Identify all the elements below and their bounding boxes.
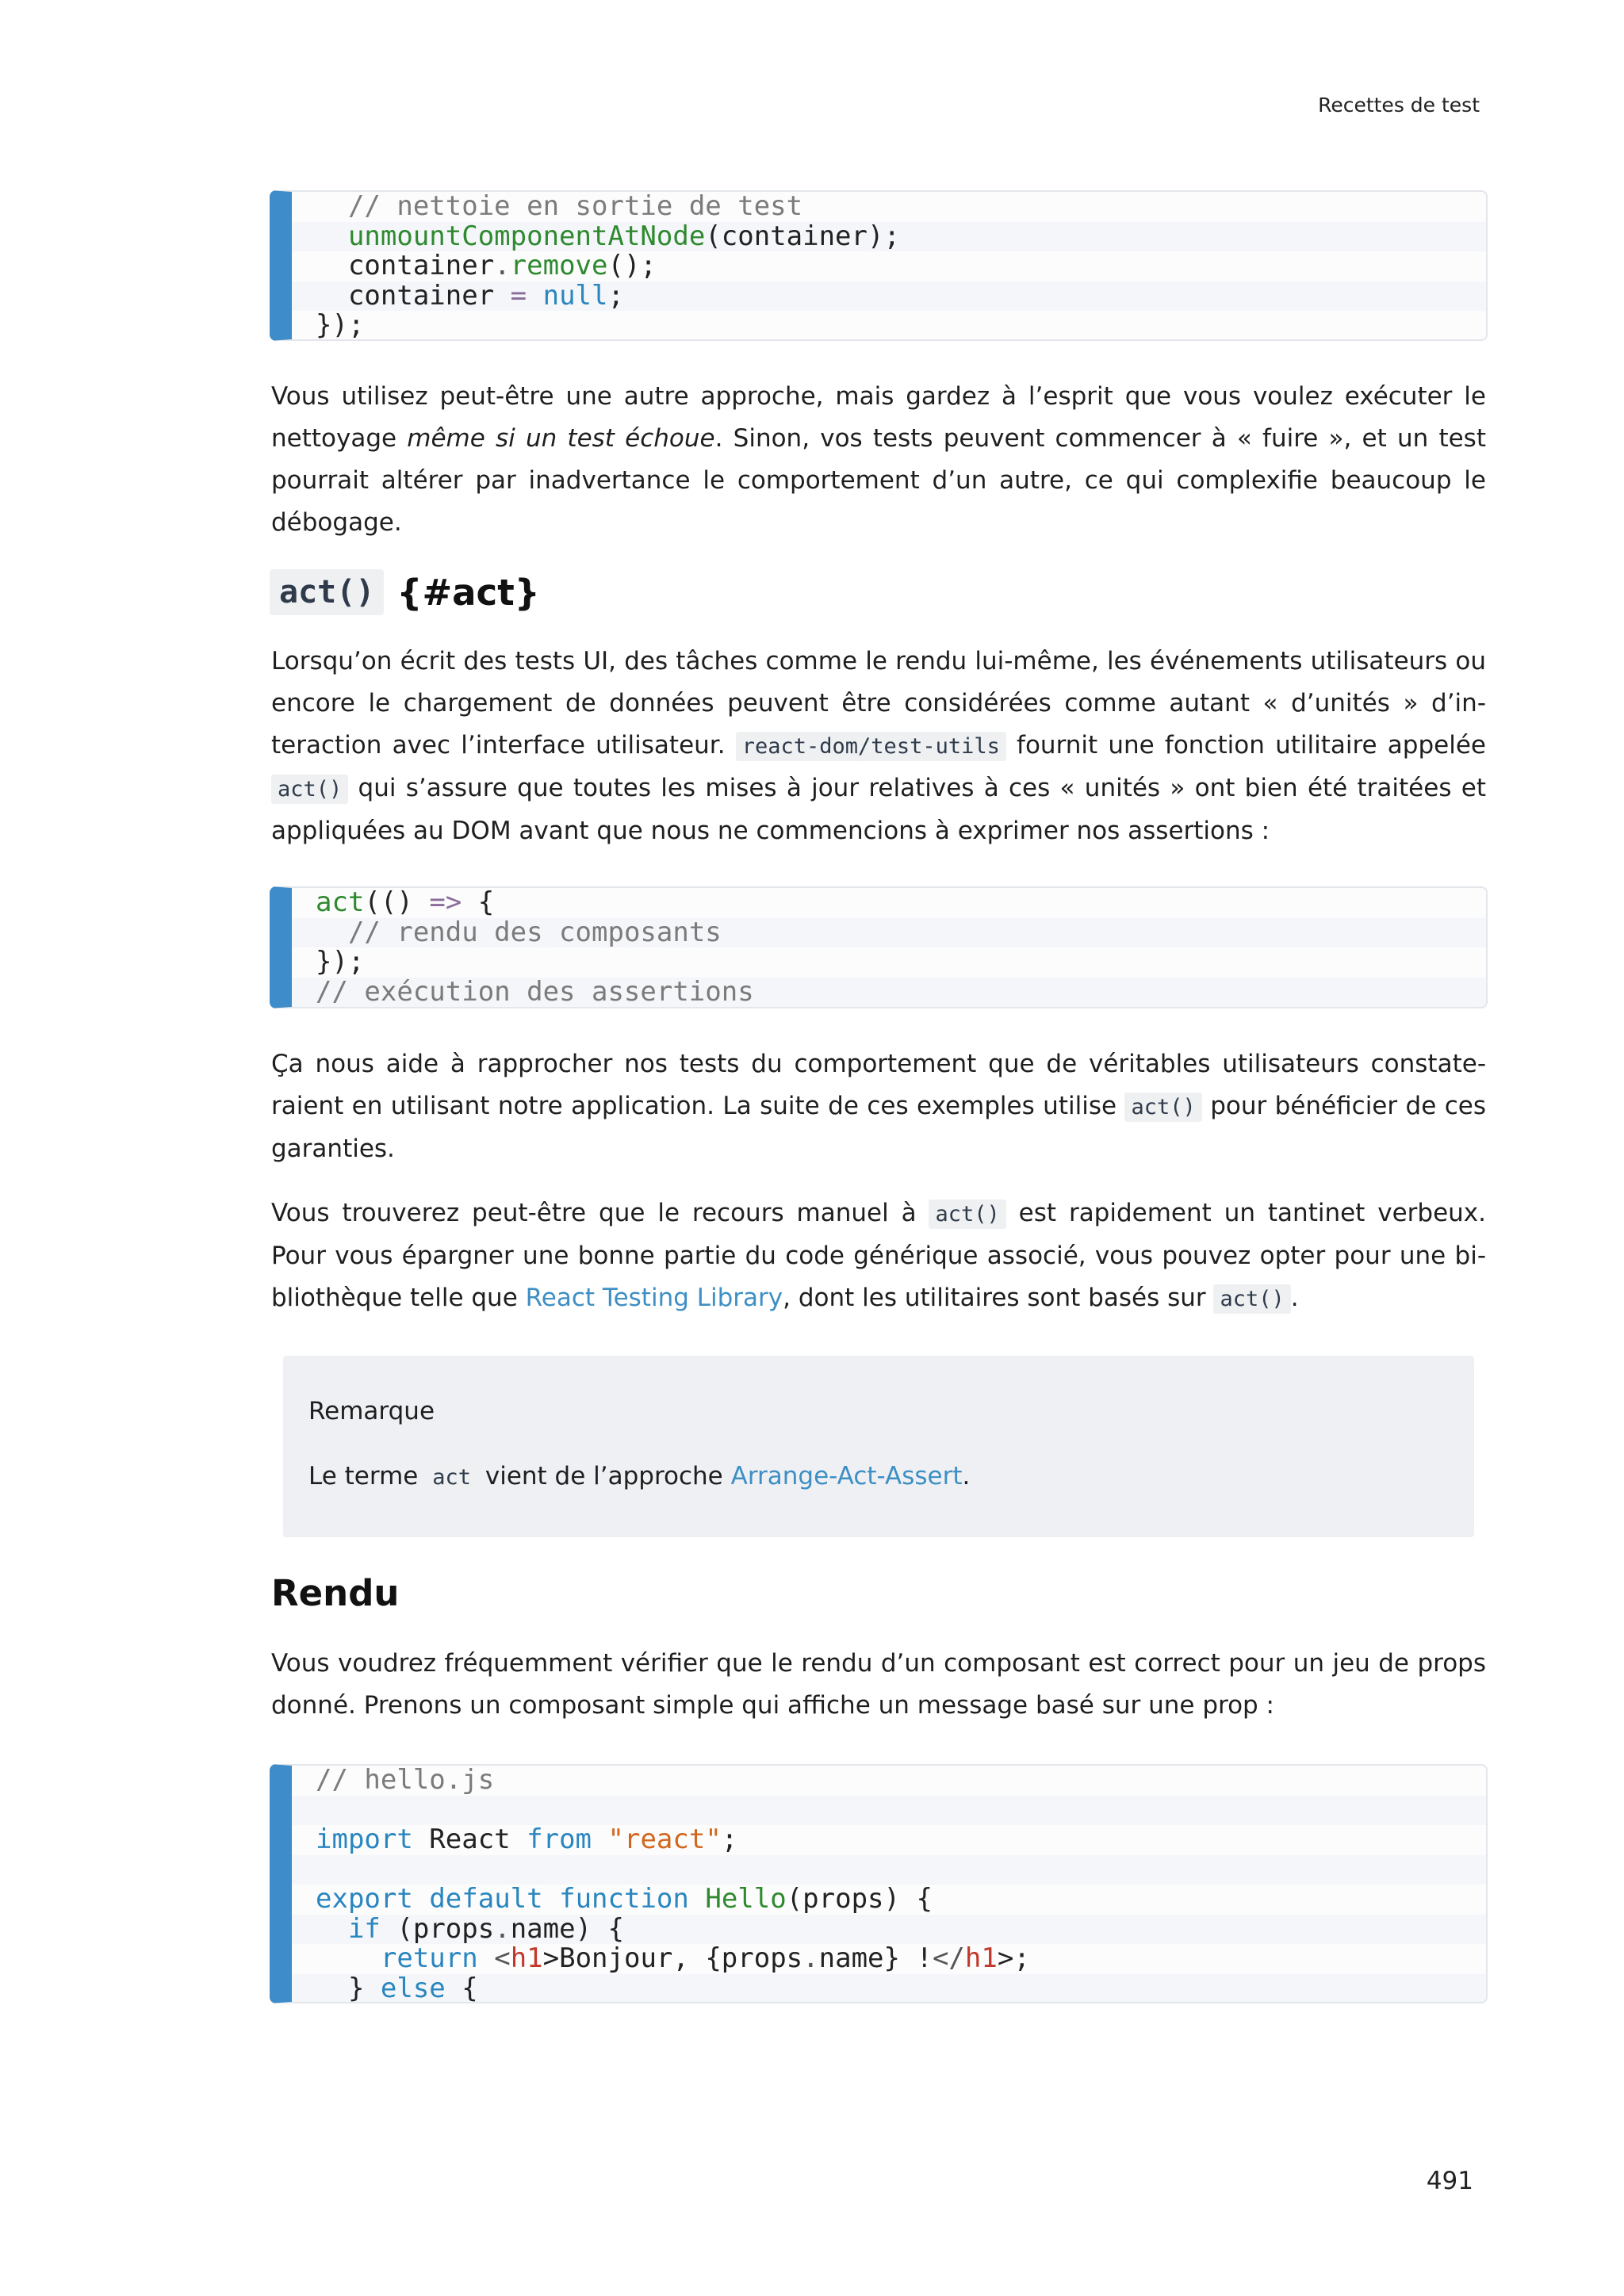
code-line: if (props.name) { [292,1915,1486,1945]
section-heading-rendu: Rendu [271,1572,400,1614]
inline-code: react-dom/test-utils [736,732,1006,761]
note-body: Le terme act vient de l’approche Arrange-Act-Assert. [308,1462,971,1490]
note-box [283,1356,1474,1537]
inline-code: act() [271,775,348,804]
code-line: act(() => { [316,886,495,918]
code-block-cleanup [270,190,1488,341]
emphasis: même si un test échoue [407,424,715,453]
inline-code: act() [929,1200,1005,1229]
code-block-act-example [270,886,1488,1008]
link-react-testing-library[interactable]: React Testing Library [525,1284,783,1312]
paragraph-rendu-intro: Vous voudrez fréquemment vérifier que le rendu d’un composant est correct pour un jeu de props donné. Prenons un composant simple qui affiche un message basé sur une prop : [271,1649,1486,1720]
code-line: container = null; [292,281,1486,312]
paragraph-act-benefits: Ça nous aide à rapprocher nos tests du comportement que de véritables utilisateurs constateraient en utilisant notre application. La suite de ces exemples utilise act() pour bénéficier de ces garanties. [271,1050,1486,1163]
code-line: } else { [292,1974,1486,2004]
heading-code: act() [270,569,384,615]
code-line: return <h1>Bonjour, {props.name} !</h1>; [380,1942,1030,1974]
code-line: // exécution des assertions [292,978,1486,1008]
code-line: container.remove(); [316,250,657,281]
paragraph-testing-library: Vous trouverez peut-être que le recours manuel à act() est rapidement un tantinet verbeux. Pour vous épargner une bonne partie du code générique associé, vous pouvez opter pour une bibliothèque telle que React Testing Library, dont les utilitaires sont basés sur act() . [271,1199,1486,1312]
note-title: Remarque [308,1397,435,1425]
code-line: // rendu des composants [292,918,1486,948]
code-line [292,1796,1486,1826]
code-line: }); [316,946,365,978]
code-line: unmountComponentAtNode(container); [292,222,1486,252]
inline-code: act() [1213,1284,1290,1314]
section-heading-act [270,569,540,615]
running-header: Recettes de test [1318,94,1480,117]
code-line: export default function Hello(props) { [316,1883,933,1915]
link-arrange-act-assert[interactable]: Arrange-Act-Assert [730,1462,963,1490]
heading-anchor: {#act} [396,571,540,614]
inline-code: act [426,1463,477,1492]
paragraph-cleanup-advice: Vous utilisez peut-être une autre approche, mais gardez à l’esprit que vous voulez exécuter le nettoyage même si un test échoue. Sinon, vos tests peuvent commencer à « fuire », et un test pourrait altérer par inadvertance le comportement d’un autre, ce qui complexifie beaucoup le débogage. [271,382,1486,537]
code-line [292,1855,1486,1885]
code-line: }); [316,309,365,341]
page-number: 491 [1426,2167,1473,2195]
paragraph-act-intro: Lorsqu’on écrit des tests UI, des tâches comme le rendu lui-même, les événements utilisateurs ou encore le chargement de données peuvent être considérées comme autant « d’unités » d’interaction avec l’interface utilisateur. react-dom/test-utils fournit une fonction utilitaire appelée act() qui s’assure que toutes les mises à jour relatives à ces « unités » ont bien été traitées et appliquées au DOM avant que nous ne commencions à exprimer nos assertions : [271,647,1486,845]
code-line: // nettoie en sortie de test [347,190,803,222]
inline-code: act() [1124,1093,1201,1122]
code-line: // hello.js [316,1764,495,1796]
code-line: import React from "react"; [316,1823,738,1855]
code-block-hello [270,1764,1488,2003]
